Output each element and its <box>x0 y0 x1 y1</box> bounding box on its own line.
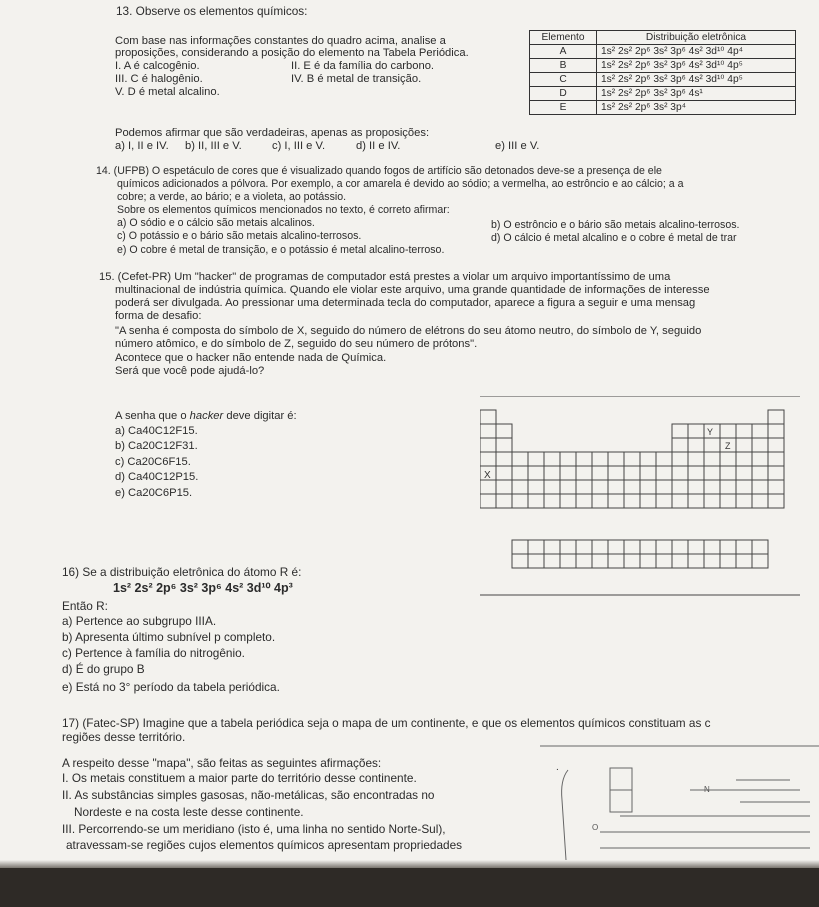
element-table <box>529 30 796 115</box>
q17-statement-1: I. Os metais constituem a maior parte do território desse continente. <box>62 771 417 785</box>
q15-option-c: c) Ca20C6F15. <box>115 456 191 468</box>
q15-prompt <box>115 410 297 423</box>
q13-option-d: d) II e IV. <box>356 140 401 152</box>
q13-statement-5: V. D é metal alcalino. <box>115 86 220 98</box>
q15-prompt-a: A senha que o <box>115 410 190 422</box>
q15-line-1: 15. (Cefet-PR) Um "hacker" de programas de computador está prestes a violar um arquivo importantíssimo de uma <box>99 271 671 283</box>
table-row <box>530 101 796 115</box>
q16-option-e: e) Está no 3° período da tabela periódica. <box>62 680 280 694</box>
q16-line-2: Então R: <box>62 599 108 613</box>
q14-line-1: 14. (UFPB) O espetáculo de cores que é visualizado quando fogos de artifício são detonados deve-se a presença de ele <box>96 165 662 177</box>
periodic-table-grid <box>480 396 800 595</box>
q14-option-a: a) O sódio e o cálcio são metais alcalinos. <box>117 217 315 229</box>
q13-intro-2: proposições, considerando a posição do elemento na Tabela Periódica. <box>115 47 469 59</box>
q13-option-c: c) I, III e V. <box>272 140 326 152</box>
q13-option-b: b) II, III e V. <box>185 140 242 152</box>
element-table-header-element: Elemento <box>530 31 597 45</box>
element-symbol: C <box>530 73 597 87</box>
q15-option-a: a) Ca40C12F15. <box>115 425 198 437</box>
q15-line-6: número atômico, e do símbolo de Z, seguido do seu número de prótons". <box>115 338 478 350</box>
q16-option-c: c) Pertence à família do nitrogênio. <box>62 646 245 660</box>
q13-statement-4: IV. B é metal de transição. <box>291 73 422 85</box>
q15-option-e: e) Ca20C6P15. <box>115 487 193 499</box>
element-symbol: B <box>530 59 597 73</box>
element-symbol: A <box>530 45 597 59</box>
q17-statement-3b: atravessam-se regiões cujos elementos químicos apresentam propriedades <box>66 838 463 852</box>
electron-config: 1s² 2s² 2p⁶ 3s² 3p⁶ 4s² 3d¹⁰ 4p⁵ <box>597 73 796 87</box>
q15-option-b: b) Ca20C12F31. <box>115 440 198 452</box>
q13-prompt: Podemos afirmar que são verdadeiras, apenas as proposições: <box>115 127 430 139</box>
q17-line-2: regiões desse território. <box>62 730 186 744</box>
q15-line-8: Será que você pode ajudá-lo? <box>115 365 265 377</box>
q15-line-3: poderá ser divulgada. Ao pressionar uma determinada tecla do computador, aparece a figura a seguir e uma mensag <box>115 297 696 309</box>
q13-statement-2: II. E é da família do carbono. <box>291 60 435 72</box>
element-symbol: D <box>530 87 597 101</box>
q15-line-5: "A senha é composta do símbolo de X, seguido do número de elétrons do seu átomo neutro, do símbolo de Y, seguido <box>115 325 702 337</box>
q13-intro-1: Com base nas informações constantes do quadro acima, analise a <box>115 35 446 47</box>
label-y: Y <box>707 427 714 437</box>
periodic-table-figure <box>480 396 805 599</box>
q15-prompt-c: deve digitar é: <box>223 410 297 422</box>
electron-config: 1s² 2s² 2p⁶ 3s² 3p⁴ <box>597 101 796 115</box>
element-table-header-config: Distribuição eletrônica <box>597 31 796 45</box>
q15-line-4: forma de desafio: <box>115 310 202 322</box>
electron-config: 1s² 2s² 2p⁶ 3s² 3p⁶ 4s² 3d¹⁰ 4p⁵ <box>597 59 796 73</box>
q13-statement-1: I. A é calcogênio. <box>115 60 200 72</box>
q16-option-a: a) Pertence ao subgrupo IIIA. <box>62 614 217 628</box>
q13-option-a: a) I, II e IV. <box>115 140 169 152</box>
q17-statement-3a: III. Percorrendo-se um meridiano (isto é, uma linha no sentido Norte-Sul), <box>62 822 446 836</box>
electron-config: 1s² 2s² 2p⁶ 3s² 3p⁶ 4s² 3d¹⁰ 4p⁴ <box>597 45 796 59</box>
table-row <box>530 87 796 101</box>
map-label-n: N <box>704 785 710 794</box>
q15-prompt-hacker: hacker <box>189 410 224 422</box>
element-symbol: E <box>530 101 597 115</box>
table-row <box>530 45 796 59</box>
q16-line-1: 16) Se a distribuição eletrônica do átomo R é: <box>62 565 302 579</box>
q17-statement-2b: Nordeste e na costa leste desse continente. <box>74 805 304 819</box>
table-row <box>530 73 796 87</box>
q17-statement-2a: II. As substâncias simples gasosas, não-metálicas, são encontradas no <box>62 788 435 802</box>
q15-line-7: Acontece que o hacker não entende nada de Química. <box>115 352 387 364</box>
q16-config: 1s² 2s² 2p⁶ 3s² 3p⁶ 4s² 3d¹⁰ 4p³ <box>113 581 293 595</box>
q14-option-d: d) O cálcio é metal alcalino e o cobre é metal de trar <box>491 232 737 244</box>
q14-option-c: c) O potássio e o bário são metais alcalino-terrosos. <box>117 230 362 242</box>
q14-option-e: e) O cobre é metal de transição, e o potássio é metal alcalino-terroso. <box>117 244 445 256</box>
q13-option-e: e) III e V. <box>495 140 540 152</box>
q15-option-d: d) Ca40C12P15. <box>115 471 199 483</box>
page-bottom-shadow <box>0 868 819 907</box>
q13-statement-3: III. C é halogênio. <box>115 73 203 85</box>
q17-line-1: 17) (Fatec-SP) Imagine que a tabela periódica seja o mapa de um continente, e que os elementos químicos constituam as c <box>62 716 711 730</box>
map-label-o: O <box>592 823 599 832</box>
label-z: Z <box>725 441 731 451</box>
svg-text:.: . <box>556 762 559 773</box>
electron-config: 1s² 2s² 2p⁶ 3s² 3p⁶ 4s¹ <box>597 87 796 101</box>
q15-line-2: multinacional de indústria química. Quando ele violar este arquivo, uma grande quantidade de informações de interesse <box>115 284 710 296</box>
q17-line-3: A respeito desse "mapa", são feitas as seguintes afirmações: <box>62 756 382 770</box>
q14-line-3: cobre; a verde, ao bário; e a violeta, ao potássio. <box>117 191 347 203</box>
label-x: X <box>484 470 491 481</box>
q16-option-b: b) Apresenta último subnível p completo. <box>62 630 276 644</box>
q13-header: 13. Observe os elementos químicos: <box>116 4 308 18</box>
q14-line-2: químicos adicionados a pólvora. Por exemplo, a cor amarela é devido ao sódio; a vermelha, ao estrôncio e ao cálcio; a a <box>117 178 684 190</box>
q14-option-b: b) O estrôncio e o bário são metais alcalino-terrosos. <box>491 219 740 231</box>
q14-line-4: Sobre os elementos químicos mencionados no texto, é correto afirmar: <box>117 204 450 216</box>
table-row <box>530 59 796 73</box>
q16-option-d: d) É do grupo B <box>62 662 145 676</box>
map-figure <box>540 740 819 868</box>
